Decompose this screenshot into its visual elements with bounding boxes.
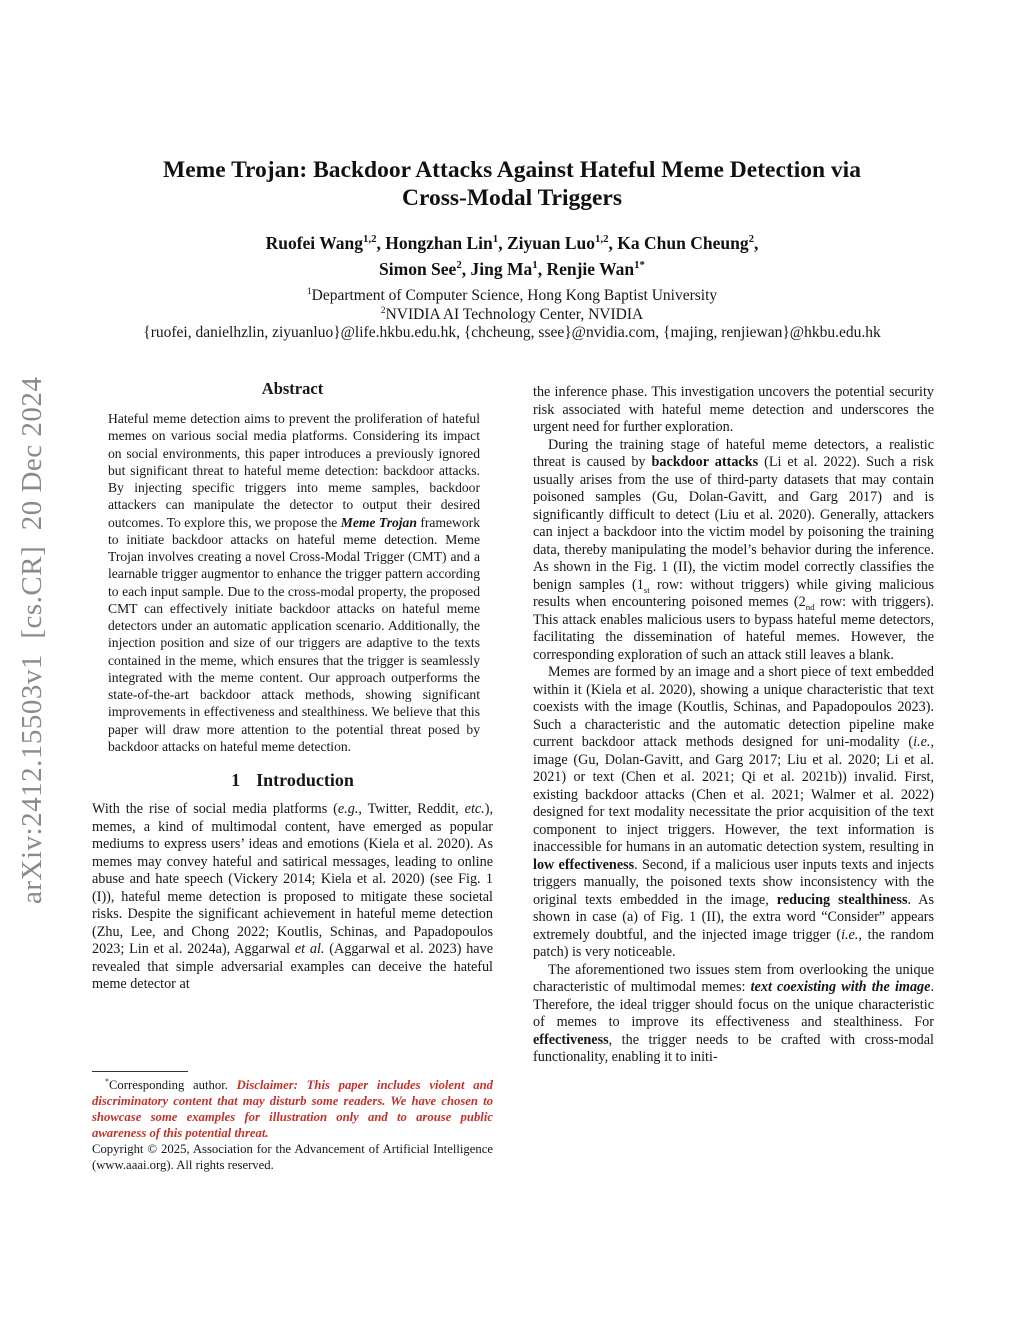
- author-line-1: Ruofei Wang$^{1,2}$, Hongzhan Lin$^1$, Ziyuan Luo$^{1,2}$, Ka Chun Cheung$^2$,: [265, 233, 759, 253]
- left-column: [92, 379, 493, 994]
- intro-paragraph: With the rise of social media platforms (e.g., Twitter, Reddit, etc.), memes, a kind of multimodal content, have emerged as popular mediums to express users’ ideas and emotions (Kiela et al. 2020). As memes may convey hateful and satirical messages, leading to online abuse and hate speech (Vickery 2014; Kiela et al. 2020) (see Fig. 1 (I)), hateful meme detection is proposed to mitigate these societal risks. Despite the significant achievement in hateful meme detection (Zhu, Lee, and Chong 2022; Koutlis, Schinas, and Papadopoulos 2023; Lin et al. 2024a), Aggarwal et al. (Aggarwal et al. 2023) have revealed that simple adversarial examples can deceive the hateful meme detector at: [92, 801, 494, 992]
- affiliation-line-2: $^2$NVIDIA AI Technology Center, NVIDIA: [380, 304, 644, 323]
- body-paragraph: Memes are formed by an image and a short piece of text embedded within it (Kiela et al. 2020), showing a unique characteristic that text coexists with the image (Koutlis, Schinas, and Papadopoulos 2023). Such a characteristic and the automatic detection pipeline make current backdoor attack methods designed for uni-modality (i.e., image (Gu, Dolan-Gavitt, and Garg 2017; Liu et al. 2020; Li et al. 2021) or text (Chen et al. 2021; Qi et al. 2021b)) invalid. First, existing backdoor attacks (Chen et al. 2021; Walmer et al. 2022) designed for text modality necessitate the prior acquisition of the text component to inject triggers. However, the text information is inaccessible for humans in an automatic detection system, resulting in low effectiveness. Second, if a malicious user inputs texts and injects triggers manually, the poisoned texts show inconsistency with the original texts embedded in the image, reducing stealthiness. As shown in case (a) of Fig. 1 (II), the extra word “Consider” appears extremely doubtful, and the injected image trigger (i.e., the random patch) is very noticeable.: [533, 664, 934, 960]
- footnote-block: [92, 1071, 493, 1173]
- abstract-body: Hateful meme detection aims to prevent the proliferation of hateful memes on various social media platforms. Considering its impact on social environments, this paper introduces a previously ignored but significant threat to hateful meme detection: backdoor attacks. By injecting specific triggers into meme samples, backdoor attackers can manipulate the detector to output their desired outcomes. To explore this, we propose the Meme Trojan framework to initiate backdoor attacks on hateful meme detection. Meme Trojan involves creating a novel Cross-Modal Trigger (CMT) and a learnable trigger augmentor to enhance the trigger pattern according to each input sample. Due to the cross-modal property, the proposed CMT can effectively initiate backdoor attacks on hateful meme detectors under an automatic application scenario. Additionally, the injection position and size of our triggers are adaptive to the texts contained in the meme, which ensures that the trigger is seamlessly integrated with the meme content. Our approach outperforms the state-of-the-art backdoor attack methods, showing significant improvements in effectiveness and stealthiness. We believe that this paper will draw more attention to the potential threat posed by backdoor attacks on hateful meme detection.: [108, 411, 480, 754]
- body-paragraph: The aforementioned two issues stem from overlooking the unique characteristic of multimodal memes: text coexisting with the image. Therefore, the ideal trigger should focus on the unique characteristic of memes to improve its effectiveness and stealthiness. For effectiveness, the trigger needs to be crafted with cross-modal functionality, enabling it to initi-: [533, 961, 934, 1065]
- footnote-rule: [92, 1071, 188, 1072]
- body-paragraph: the inference phase. This investigation uncovers the potential security risk associated with hateful meme detection and underscores the urgent need for further exploration.: [533, 384, 934, 435]
- arxiv-watermark: arXiv:2412.15503v1 [cs.CR] 20 Dec 2024: [16, 376, 48, 904]
- author-line-2: Simon See$^2$, Jing Ma$^1$, Renjie Wan$^{1*}$: [379, 259, 645, 279]
- author-emails: {ruofei, danielhzlin, ziyuanluo}@life.hkbu.edu.hk, {chcheung, ssee}@nvidia.com, {majing, renjiewan}@hkbu.edu.hk: [143, 324, 881, 341]
- section-title: Introduction: [256, 770, 354, 790]
- title-line-2: Cross-Modal Triggers: [402, 185, 622, 211]
- section-heading-introduction: [92, 770, 493, 791]
- footnote-copyright: Copyright © 2025, Association for the Advancement of Artificial Intelligence (www.aaai.org). All rights reserved.: [92, 1141, 493, 1172]
- author-list: [0, 230, 1024, 282]
- right-column: [533, 384, 934, 1067]
- page-title: [0, 156, 1024, 212]
- section-number: 1: [231, 770, 241, 790]
- paper-header: [0, 156, 1024, 343]
- affiliation-line-1: $^1$Department of Computer Science, Hong Kong Baptist University: [306, 285, 718, 304]
- abstract-heading: Abstract: [261, 379, 324, 398]
- footnote-corresponding-author: *Corresponding author. Disclaimer: This paper includes violent and discriminatory content that may disturb some readers. We have chosen to showcase some examples for illustration only and to arouse public awareness of this potential threat.: [92, 1076, 494, 1140]
- body-paragraph: During the training stage of hateful meme detectors, a realistic threat is caused by backdoor attacks (Li et al. 2022). Such a risk usually arises from the use of third-party datasets that may contain poisoned samples (Gu, Dolan-Gavitt, and Garg 2017) and is significantly difficult to detect (Liu et al. 2020). Generally, attackers can inject a backdoor into the victim model by poisoning the training data, thereby manipulating the model’s behavior during the inference. As shown in the Fig. 1 (II), the victim model correctly classifies the benign samples ($1_{st}$ row: without triggers) while giving malicious results when encountering poisoned memes ($2_{nd}$ row: with triggers). This attack enables malicious users to bypass hateful meme detectors, facilitating the dissemination of hateful memes. However, the corresponding exploration of such an attack still leaves a blank.: [533, 436, 934, 663]
- title-line-1: Meme Trojan: Backdoor Attacks Against Hateful Meme Detection via: [163, 157, 861, 183]
- affiliations: [0, 287, 1024, 343]
